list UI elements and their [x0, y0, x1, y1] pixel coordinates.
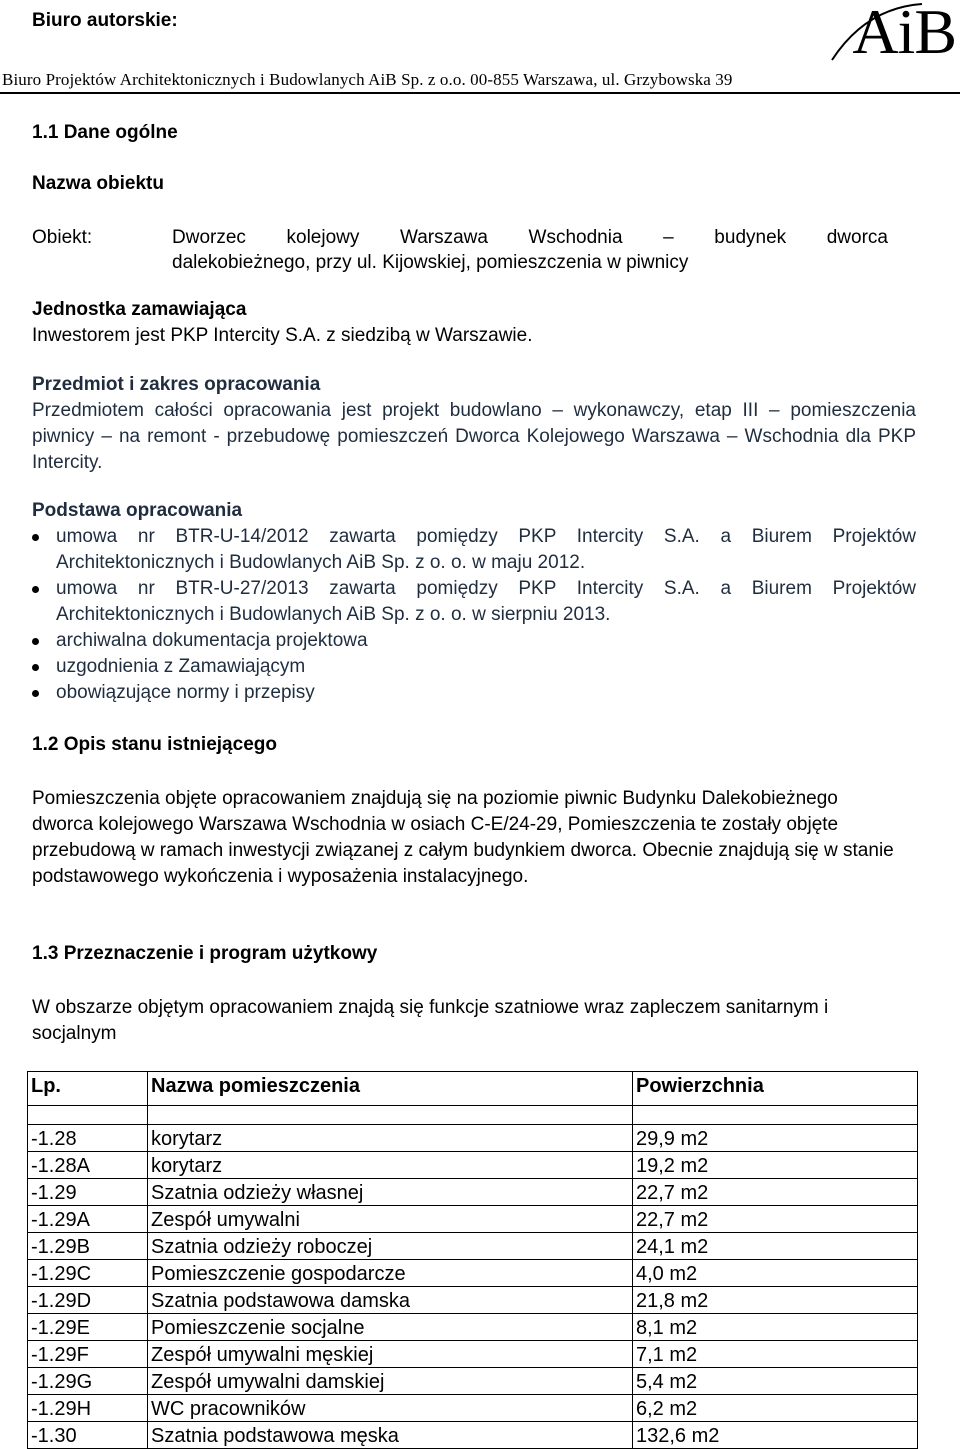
table-row [28, 1206, 918, 1233]
cell-room-area: 6,2 m2 [633, 1395, 918, 1422]
cell-room-name: Szatnia odzieży własnej [148, 1179, 633, 1206]
scope-heading: Przedmiot i zakres opracowania [32, 374, 321, 395]
cell-room-area: 7,1 m2 [633, 1341, 918, 1368]
cell-room-name: Szatnia podstawowa damska [148, 1287, 633, 1314]
cell-room-no: -1.29D [28, 1287, 148, 1314]
cell-room-name: korytarz [148, 1125, 633, 1152]
table-row [28, 1260, 918, 1287]
object-line-2: dalekobieżnego, przy ul. Kijowskiej, pomieszczenia w piwnicy [172, 252, 689, 273]
table-row [28, 1287, 918, 1314]
spacer-cell [28, 1106, 148, 1125]
basis-item: archiwalna dokumentacja projektowa [32, 628, 916, 654]
cell-room-name: Szatnia podstawowa męska [148, 1422, 633, 1449]
cell-room-area: 29,9 m2 [633, 1125, 918, 1152]
table-row [28, 1179, 918, 1206]
cell-room-area: 22,7 m2 [633, 1206, 918, 1233]
cell-room-name: Pomieszczenie gospodarcze [148, 1260, 633, 1287]
cell-room-area: 8,1 m2 [633, 1314, 918, 1341]
cell-room-name: Zespół umywalni męskiej [148, 1341, 633, 1368]
cell-room-name: korytarz [148, 1152, 633, 1179]
basis-item: umowa nr BTR-U-27/2013 zawarta pomiędzy PKP Intercity S.A. a Biurem Projektów Architektonicznych i Budowlanych AiB Sp. z o. o. w sierpniu 2013. [32, 576, 916, 628]
logo-text: AiB [852, 0, 956, 67]
object-label: Obiekt: [32, 227, 93, 248]
cell-room-area: 24,1 m2 [633, 1233, 918, 1260]
basis-item: uzgodnienia z Zamawiającym [32, 654, 916, 680]
aib-logo [826, 0, 956, 67]
header-rule [0, 92, 960, 94]
cell-room-name: Pomieszczenie socjalne [148, 1314, 633, 1341]
table-header-row [28, 1072, 918, 1106]
basis-list [32, 524, 916, 706]
cell-room-no: -1.29B [28, 1233, 148, 1260]
table-row [28, 1233, 918, 1260]
ordering-unit-heading: Jednostka zamawiająca [32, 299, 247, 320]
table-row [28, 1341, 918, 1368]
cell-room-no: -1.28A [28, 1152, 148, 1179]
cell-room-area: 19,2 m2 [633, 1152, 918, 1179]
office-label: Biuro autorskie: [32, 10, 178, 31]
cell-room-no: -1.29F [28, 1341, 148, 1368]
firm-address-line: Biuro Projektów Architektonicznych i Budowlanych AiB Sp. z o.o. 00-855 Warszawa, ul. Grzybowska 39 [2, 70, 733, 89]
scope-text: Przedmiotem całości opracowania jest projekt budowlano – wykonawczy, etap III – pomieszczenia piwnicy – na remont - przebudowę pomieszczeń Dworca Kolejowego Warszawa – Wschodnia dla PKP Intercity. [32, 400, 916, 473]
spacer-cell [633, 1106, 918, 1125]
section-1-3-heading: 1.3 Przeznaczenie i program użytkowy [32, 943, 378, 964]
table-row [28, 1395, 918, 1422]
cell-room-name: WC pracowników [148, 1395, 633, 1422]
ordering-unit-text: Inwestorem jest PKP Intercity S.A. z siedzibą w Warszawie. [32, 325, 533, 346]
cell-room-no: -1.29C [28, 1260, 148, 1287]
cell-room-area: 22,7 m2 [633, 1179, 918, 1206]
table-row [28, 1152, 918, 1179]
col-header-name: Nazwa pomieszczenia [148, 1072, 633, 1106]
cell-room-area: 4,0 m2 [633, 1260, 918, 1287]
basis-heading: Podstawa opracowania [32, 500, 243, 521]
col-header-no: Lp. [28, 1072, 148, 1106]
spacer-cell [148, 1106, 633, 1125]
table-spacer-row [28, 1106, 918, 1125]
section-1-2-heading: 1.2 Opis stanu istniejącego [32, 734, 277, 755]
cell-room-no: -1.29A [28, 1206, 148, 1233]
rooms-table [27, 1071, 918, 1449]
table-row [28, 1368, 918, 1395]
table-row [28, 1314, 918, 1341]
table-row [28, 1422, 918, 1449]
cell-room-area: 132,6 m2 [633, 1422, 918, 1449]
object-name-heading: Nazwa obiektu [32, 173, 164, 194]
col-header-area: Powierzchnia [633, 1072, 918, 1106]
cell-room-no: -1.29E [28, 1314, 148, 1341]
cell-room-no: -1.29H [28, 1395, 148, 1422]
cell-room-no: -1.30 [28, 1422, 148, 1449]
cell-room-no: -1.28 [28, 1125, 148, 1152]
object-line-1: Dworzec kolejowy Warszawa Wschodnia – budynek dworca [172, 227, 888, 248]
section-1-1-heading: 1.1 Dane ogólne [32, 122, 178, 143]
cell-room-area: 21,8 m2 [633, 1287, 918, 1314]
cell-room-no: -1.29G [28, 1368, 148, 1395]
cell-room-area: 5,4 m2 [633, 1368, 918, 1395]
object-block [32, 225, 918, 275]
basis-item: umowa nr BTR-U-14/2012 zawarta pomiędzy PKP Intercity S.A. a Biurem Projektów Architektonicznych i Budowlanych AiB Sp. z o. o. w maju 2012. [32, 524, 916, 576]
table-row [28, 1125, 918, 1152]
basis-item: obowiązujące normy i przepisy [32, 680, 916, 706]
section-1-2-text: Pomieszczenia objęte opracowaniem znajdują się na poziomie piwnic Budynku Dalekobieżnego dworca kolejowego Warszawa Wschodnia w osiach C-E/24-29, Pomieszczenia te zostały objęte przebudową w ramach inwestycji związanej z całym budynkiem dworca. Obecnie znajdują się w stanie podstawowego wykończenia i wyposażenia instalacyjnego. [32, 788, 894, 887]
section-1-3-text: W obszarze objętym opracowaniem znajdą się funkcje szatniowe wraz zapleczem sanitarnym i socjalnym [32, 997, 829, 1044]
cell-room-no: -1.29 [28, 1179, 148, 1206]
cell-room-name: Zespół umywalni [148, 1206, 633, 1233]
cell-room-name: Szatnia odzieży roboczej [148, 1233, 633, 1260]
cell-room-name: Zespół umywalni damskiej [148, 1368, 633, 1395]
